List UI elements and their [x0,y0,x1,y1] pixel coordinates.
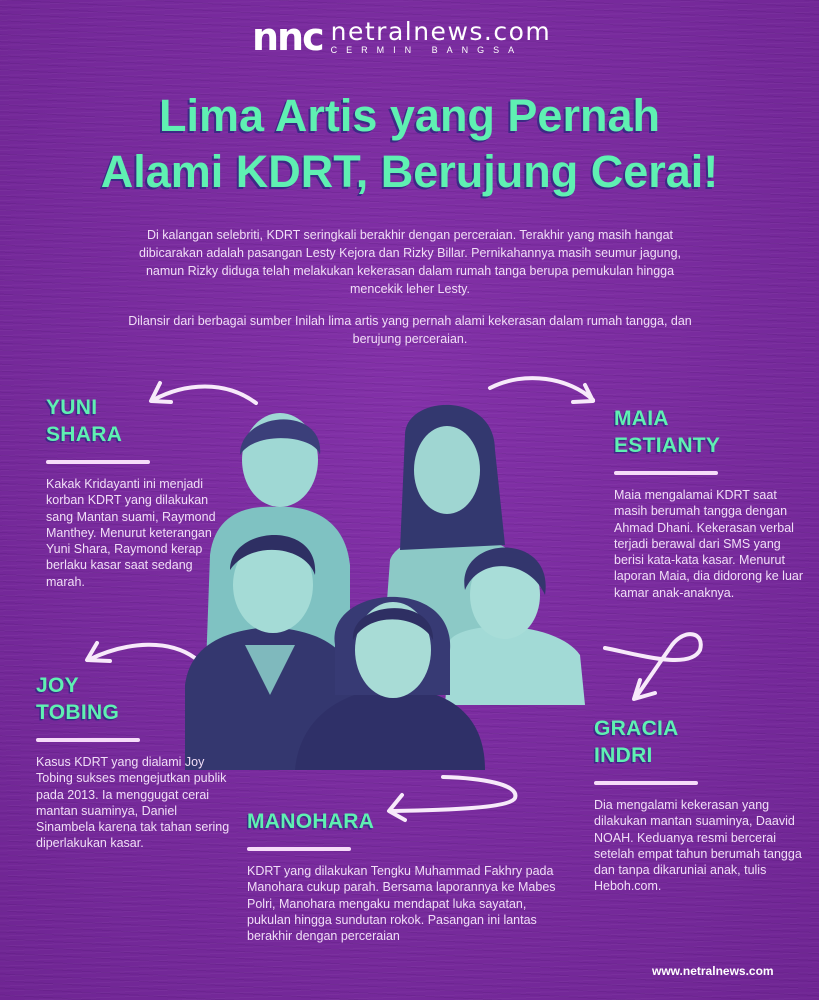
artist-description-manohara: KDRT yang dilakukan Tengku Muhammad Fakhry pada Manohara cukup parah. Bersama laporannya ke Mabes Polri, Manohara mengaku mendapat luka sayatan, pukulan hingga sundutan rokok. Pasangan ini lantas berakhir dengan perceraian [247,864,556,944]
artist-section-gracia-indri [594,715,804,895]
title-line-1: Lima Artis yang Pernah [159,90,660,141]
logo-site-name: netralnews.com [330,17,552,46]
artist-description-yuni: Kakak Kridayanti ini menjadi korban KDRT yang dilakukan sang Mantan suami, Raymond Manthey. Menurut keterangan Yuni Shara, Raymond kerap berlaku kasar saat sedang marah. [46,477,216,589]
artist-name-line-2: TOBING [36,701,120,724]
artist-name-line-1: JOY [36,674,79,697]
artist-name-line-2: SHARA [46,423,123,446]
divider [36,738,140,742]
logo-mark: nnc [252,15,323,59]
intro-paragraph-1: Di kalangan selebriti, KDRT seringkali berakhir dengan perceraian. Terakhir yang masih hangat dibicarakan adalah pasangan Lesty Kejora dan Rizky Billar. Pernikahannya masih seumur jagung, namun Rizky diduga telah melakukan kekerasan dalam rumah tanga berupa pemukulan hingga mencekik leher Lesty. [139,228,681,296]
artist-name-line-1: YUNI [46,396,98,419]
arrow-icon-gracia [605,634,701,699]
divider [614,471,718,475]
artist-name-maia [614,405,804,459]
artist-description-maia: Maia mengalamai KDRT saat masih berumah tangga dengan Ahmad Dhani. Kekerasan verbal terjadi berawal dari SMS yang berisi kata-kata kasar. Menurut laporan Maia, dia didorong ke luar kamar anak-anaknya. [614,488,804,600]
artist-section-manohara [247,808,567,944]
logo-tagline: CERMIN BANGSA [330,45,524,55]
artist-name-gracia [594,715,804,769]
artist-name-manohara [247,808,567,835]
artist-name-line-2: INDRI [594,744,653,767]
artist-section-joy-tobing [36,672,236,852]
artist-section-yuni-shara [46,394,216,590]
footer-url[interactable]: www.netralnews.com [652,964,774,978]
arrow-icon-joy [87,643,195,661]
artist-name-line-2: ESTIANTY [614,434,721,457]
title-line-2: Alami KDRT, Berujung Cerai! [100,146,719,197]
artist-name-line-1: GRACIA [594,717,679,740]
artist-name-line-1: MAIA [614,407,669,430]
artists-photo-collage [185,395,585,770]
artist-description-joy: Kasus KDRT yang dialami Joy Tobing sukses mengejutkan publik pada 2013. Ia menggugat cerai mantan suaminya, Daniel Sinambela karena tak tahan sering diperlakukan kasar. [36,755,230,851]
artist-name-joy [36,672,236,726]
artist-name-yuni [46,394,216,448]
artist-name-line-1: MANOHARA [247,810,375,833]
divider [594,781,698,785]
intro-paragraph-2: Dilansir dari berbagai sumber Inilah lima artis yang pernah alami kekerasan dalam rumah tangga, dan berujung perceraian. [128,314,692,346]
divider [247,847,351,851]
artist-section-maia-estianty [614,405,804,601]
divider [46,460,150,464]
artist-description-gracia: Dia mengalami kekerasan yang dilakukan mantan suaminya, Daavid NOAH. Keduanya resmi bercerai setelah empat tahun berumah tangga dan tanpa dikaruniai anak, tulis Heboh.com. [594,798,802,894]
